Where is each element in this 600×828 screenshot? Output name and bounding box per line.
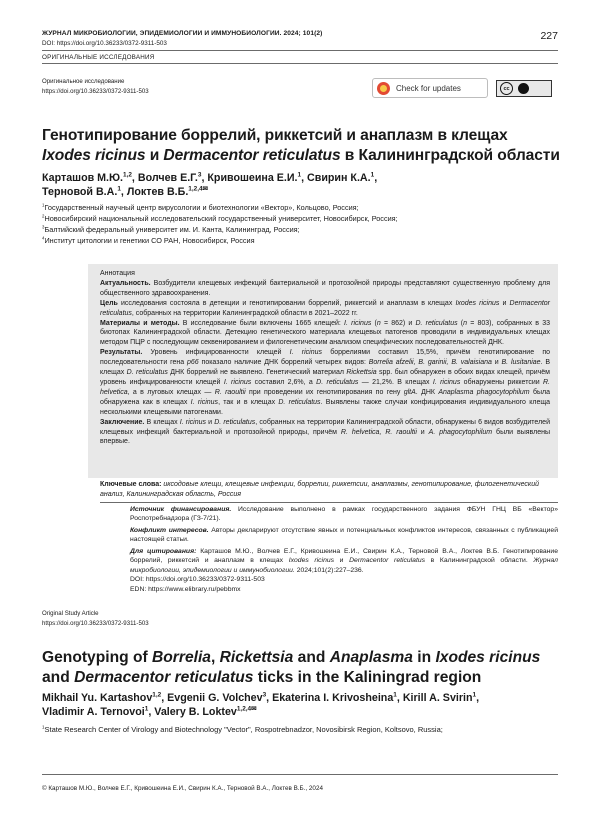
author: Mikhail Yu. Kartashov$^{1,2}$, bbox=[42, 691, 168, 704]
article-type-en-label: Original Study Article bbox=[42, 610, 99, 617]
author: Кривошеина Е.И.$^1$, bbox=[207, 171, 308, 184]
footer-rule bbox=[42, 774, 558, 775]
article-title-en: Genotyping of Borrelia, Rickettsia and Anaplasma in Ixodes ricinus and Dermacentor reticulatus ticks in the Kaliningrad region bbox=[42, 649, 541, 686]
citation-edn[interactable]: EDN: https://www.elibrary.ru/pebbmx bbox=[130, 585, 241, 593]
abstract-methods: Материалы и методы. В исследование были включены 1665 клещей: I. ricinus (n = 862) и D. reticulatus (n = 803), собранных в 33 биотопах Калининградской области. Детекцию генетического материала клещевых патогенов проводили в индивидуальных клещах методом ПЦР с последующим секвенированием и филогенетическим анализом специфических последовательностей ДНК. bbox=[100, 319, 550, 347]
journal-title: ЖУРНАЛ МИКРОБИОЛОГИИ, ЭПИДЕМИОЛОГИИ И ИММУНОБИОЛОГИИ. 2024; 101(2) bbox=[42, 30, 323, 37]
author: Свирин К.А.$^1$, bbox=[307, 171, 378, 184]
check-updates-label: Check for updates bbox=[396, 83, 461, 93]
abstract-aim: Цель исследования состояла в детекции и генотипировании боррелий, риккетсий и анаплазм в клещах Ixodes ricinus и Dermacentor reticulatus, собранных на территории Калининградской области в 2021–2022 гг. bbox=[100, 299, 551, 317]
authors-en bbox=[42, 691, 562, 719]
section-rule bbox=[42, 63, 558, 64]
affiliation: $^2$Новосибирский национальный исследовательский государственный университет, Новосибирск, Россия; bbox=[42, 213, 398, 223]
keywords: Ключевые слова: иксодовые клещи, клещевые инфекции, боррелии, риккетсии, анаплазмы, генотипирование, филогенетический анализ, Калининградская область, Россия bbox=[100, 481, 540, 498]
author: Карташов М.Ю.$^{1,2}$, bbox=[42, 171, 138, 184]
header-rule bbox=[42, 50, 558, 51]
copyright: © Карташов М.Ю., Волчев Е.Г., Кривошеина Е.И., Свирин К.А., Терновой В.А., Локтев В.Б., 2024 bbox=[42, 785, 323, 792]
section-label: ОРИГИНАЛЬНЫЕ ИССЛЕДОВАНИЯ bbox=[42, 54, 155, 61]
abstract-results: Результаты. Уровень инфицированности клещей I. ricinus боррелиями составил 15,5%, причём генотипирование по последовательности гена p66 показало наличие ДНК боррелий четырех видов: Borrelia afzelii, B. garinii, B. valaisiana и B. lusitaniae. В клещах D. reticulatus ДНК боррелий не выявлено. Генетический материал Rickettsia spp. был обнаружен в обоих видах клещей, причём уровень инфицированности клещей I. ricinus составил 2,6%, а D. reticulatus — 21,2%. В клещах I. ricinus обнаружены риккетсии R. helvetica, а в луговых клещах — R. raoultii при проведении их генотипирования по гену gltA. ДНК Anaplasma phagocytophilum была обнаружена как в клещах I. ricinus, так и в клещах D. reticulatus. Выявлены также случаи конфицирования индивидуального клеща несколькими клещевыми патогенами. bbox=[100, 349, 551, 416]
author: Evgenii G. Volchev$^3$, bbox=[167, 691, 273, 704]
authors-ru bbox=[42, 171, 562, 199]
author: Kirill A. Svirin$^1$, bbox=[402, 691, 480, 704]
article-type-label: Оригинальное исследование bbox=[42, 78, 125, 85]
author: Локтев В.Б.$^{1,2,4✉}$ bbox=[126, 185, 208, 198]
affiliation-en: $^1$State Research Center of Virology and Biotechnology "Vector", Rospotrebnadzor, Novosibirsk Region, Koltsovo, Russia; bbox=[42, 724, 443, 734]
abstract-relevance: Актуальность. Возбудители клещевых инфекций бактериальной и протозойной природы представляют существенную проблему для общественного здравоохранения. bbox=[100, 279, 550, 297]
citation-doi[interactable]: DOI: https://doi.org/10.36233/0372-9311-503 bbox=[130, 576, 265, 584]
affiliation: $^4$Институт цитологии и генетики СО РАН, Новосибирск, Россия bbox=[42, 235, 255, 245]
affiliation: $^3$Балтийский федеральный университет им. И. Канта, Калининград, Россия; bbox=[42, 224, 300, 234]
article-type bbox=[42, 77, 149, 96]
article-title-ru: Генотипирование боррелий, риккетсий и анаплазм в клещах Ixodes ricinus и Dermacentor reticulatus в Калининградской области bbox=[42, 127, 560, 164]
creative-commons-icon: cc bbox=[500, 82, 513, 95]
funding-note: Источник финансирования. Исследование выполнено в рамках государственного задания ФБУН ГНЦ ВБ «Вектор» Роспотребнадзора (ГЗ-7/21). bbox=[130, 506, 558, 523]
author: Волчев Е.Г.$^3$, bbox=[137, 171, 208, 184]
cc-license-badge[interactable] bbox=[496, 80, 552, 97]
by-attribution-icon bbox=[518, 83, 529, 94]
author: Ekaterina I. Krivosheina$^1$, bbox=[272, 691, 403, 704]
article-type-url[interactable]: https://doi.org/10.36233/0372-9311-503 bbox=[42, 87, 149, 95]
crossmark-icon bbox=[377, 82, 390, 95]
keywords-rule bbox=[100, 502, 558, 503]
header-doi[interactable]: DOI: https://doi.org/10.36233/0372-9311-503 bbox=[42, 40, 167, 47]
citation-note: Для цитирования: Карташов М.Ю., Волчев Е.Г., Кривошеина Е.И., Свирин К.А., Терновой В.А., Локтев В.Б. Генотипирование боррелий, риккетсий и анаплазм в клещах Ixodes ricinus и Dermacentor reticulatus в Калининградской области. Журнал микробиологии, эпидемиологии и иммунобиологии. 2024;101(2):227–236. DOI: https://doi.org/10.36233/0372-9311-503 EDN: https://www.elibrary.ru/pebbmx bbox=[130, 548, 559, 593]
abstract bbox=[100, 269, 550, 447]
article-type-en-url[interactable]: https://doi.org/10.36233/0372-9311-503 bbox=[42, 619, 149, 627]
abstract-heading: Аннотация bbox=[100, 270, 135, 277]
author: Valery B. Loktev$^{1,2,4✉}$ bbox=[154, 705, 257, 718]
author: Терновой В.А.$^1$, bbox=[42, 185, 127, 198]
conflict-note: Конфликт интересов. Авторы декларируют отсутствие явных и потенциальных конфликтов интересов, связанных с публикацией настоящей статьи. bbox=[130, 527, 558, 544]
check-updates-button[interactable] bbox=[372, 78, 488, 98]
page-number: 227 bbox=[540, 30, 558, 42]
abstract-conclusion: Заключение. В клещах I. ricinus и D. reticulatus, собранных на территории Калининградской области, обнаружены 6 видов возбудителей клещевых инфекций бактериальной и протозойной природы, причём R. helvetica, R. raoultii и A. phagocytophilum были выявлены впервые. bbox=[100, 418, 550, 446]
article-type-en bbox=[42, 609, 149, 628]
author: Vladimir A. Ternovoi$^1$, bbox=[42, 705, 155, 718]
affiliation: $^1$Государственный научный центр вирусологии и биотехнологии «Вектор», Кольцово, Россия; bbox=[42, 202, 359, 212]
